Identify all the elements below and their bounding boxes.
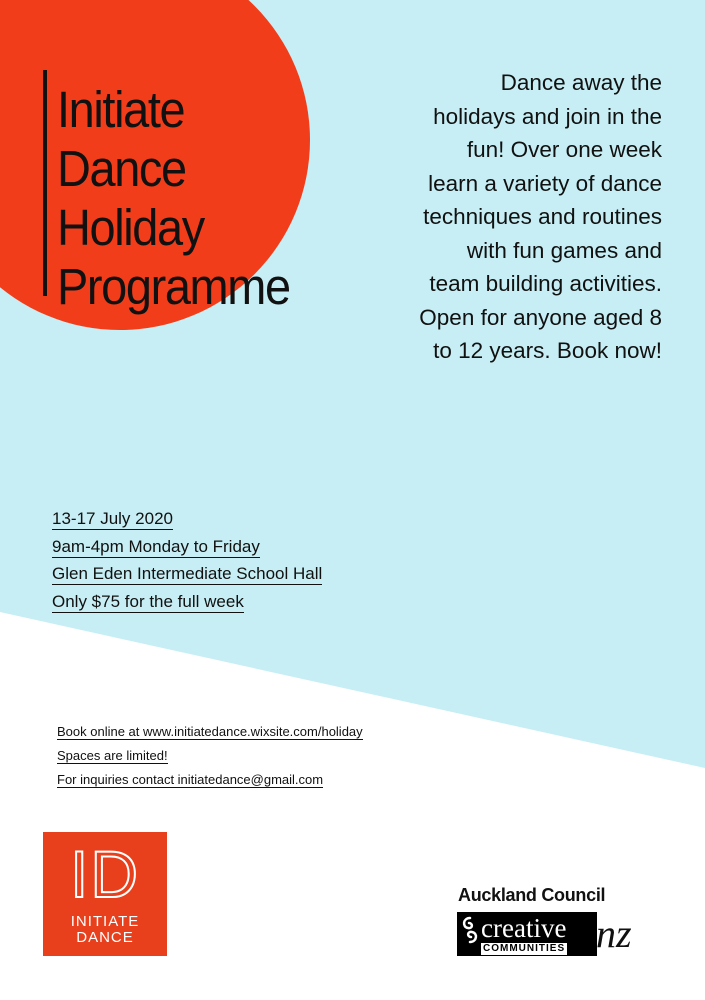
programme-description: Dance away the holidays and join in the fun! Over one week learn a variety of dance techniques and routines with fun games and team building activities. Open for anyone aged 8 to 12 years. Book now! bbox=[419, 70, 662, 363]
logo-line-2: DANCE bbox=[76, 929, 134, 946]
event-dates: 13-17 July 2020 bbox=[52, 509, 173, 528]
logo-wordmark bbox=[43, 914, 167, 946]
event-details bbox=[52, 505, 322, 615]
event-venue: Glen Eden Intermediate School Hall bbox=[52, 564, 323, 583]
booking-link[interactable]: Book online at www.initiatedance.wixsite.com/holiday bbox=[57, 724, 363, 739]
event-times: 9am-4pm Monday to Friday bbox=[52, 536, 260, 556]
event-price: Only $75 for the full week bbox=[52, 591, 244, 611]
communities-label: COMMUNITIES bbox=[483, 943, 566, 954]
spaces-limited-note: Spaces are limited! bbox=[57, 748, 168, 763]
poster-title bbox=[57, 80, 290, 316]
title-accent-bar bbox=[43, 70, 47, 296]
contact-email[interactable]: For inquiries contact initiatedance@gmail.com bbox=[57, 772, 324, 787]
booking-info bbox=[57, 720, 363, 792]
nz-wordmark: nz bbox=[596, 911, 632, 956]
title-line-1: Initiate bbox=[57, 81, 185, 138]
initiate-dance-logo bbox=[43, 832, 167, 956]
creative-wordmark: creative bbox=[481, 913, 567, 943]
logo-mark: ID bbox=[70, 837, 140, 911]
title-line-2: Dance bbox=[57, 140, 186, 197]
auckland-council-label: Auckland Council bbox=[458, 885, 606, 905]
logo-line-1: INITIATE bbox=[70, 913, 140, 930]
swirl-icon bbox=[459, 915, 481, 945]
title-line-3: Holiday bbox=[57, 199, 204, 256]
creative-communities-logo bbox=[457, 912, 597, 956]
title-line-4: Programme bbox=[57, 258, 290, 315]
